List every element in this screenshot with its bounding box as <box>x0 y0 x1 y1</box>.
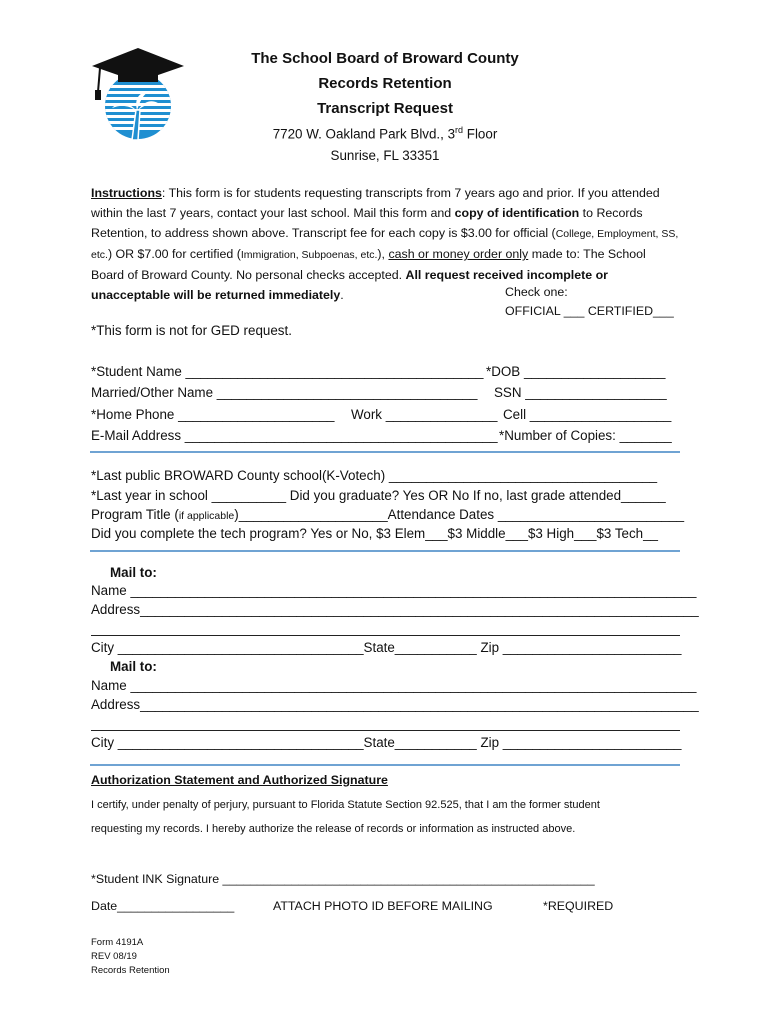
home-phone-field[interactable]: *Home Phone _____________________ <box>91 407 335 422</box>
instructions-official-uses: College, Employment, SS, etc. <box>91 228 679 261</box>
number-of-copies-field[interactable]: *Number of Copies: _______ <box>499 428 672 443</box>
revision: REV 08/19 <box>91 951 137 962</box>
address-line-2: Sunrise, FL 33351 <box>330 148 440 163</box>
ged-note: *This form is not for GED request. <box>91 323 292 338</box>
form-title: Transcript Request <box>317 100 453 117</box>
married-name-field[interactable]: Married/Other Name ___________________________________ <box>91 385 478 400</box>
mail-address-field-2[interactable]: Address___________________________________________________________________________ <box>91 697 699 712</box>
address-superscript: rd <box>455 125 464 135</box>
authorization-line-1: I certify, under penalty of perjury, pursuant to Florida Statute Section 92.525, that I am the former student <box>91 799 600 811</box>
mail-address-line-2[interactable] <box>91 635 680 636</box>
instructions-label: Instructions <box>91 186 162 200</box>
mail-name-field-2[interactable]: Name ____________________________________________________________________________ <box>91 678 697 693</box>
instructions-text: ), <box>377 247 389 261</box>
photo-id-note: ATTACH PHOTO ID BEFORE MAILING <box>273 899 493 913</box>
email-field[interactable]: E-Mail Address __________________________________________ <box>91 428 498 443</box>
instructions-text: : This form is for students requesting transcripts from 7 years ago and prior. If you attended within the last 7 years, contact your last school. Mail this form and <box>91 186 660 220</box>
address-floor: Floor <box>463 126 498 142</box>
program-title-label: Program Title ( <box>91 507 179 522</box>
required-note: *REQUIRED <box>543 899 614 913</box>
dob-field[interactable]: *DOB ___________________ <box>486 364 666 379</box>
last-school-field[interactable]: *Last public BROWARD County school(K-Votech) ____________________________________ <box>91 468 658 483</box>
ssn-field[interactable]: SSN ___________________ <box>494 385 667 400</box>
mail-name-field[interactable]: Name ____________________________________________________________________________ <box>91 583 697 598</box>
program-title-hint: if applicable <box>178 510 235 522</box>
cell-phone-field[interactable]: Cell ___________________ <box>503 407 672 422</box>
section-divider <box>90 764 680 766</box>
form-number: Form 4191A <box>91 937 144 948</box>
instructions-warning: All request received incomplete or unacceptable will be returned immediately <box>91 268 608 302</box>
tech-program-field[interactable]: Did you complete the tech program? Yes or No, $3 Elem___$3 Middle___$3 High___$3 Tech__ <box>91 526 658 541</box>
mail-address-line-2b[interactable] <box>91 730 680 731</box>
mail-city-state-zip-field[interactable]: City _________________________________State___________ Zip ________________________ <box>91 640 682 655</box>
instructions-text: to Records Retention, to address shown above. Transcript fee for each copy is $3.00 for official ( <box>91 206 643 240</box>
address-street: 7720 W. Oakland Park Blvd., 3 <box>272 126 456 142</box>
department: Records Retention <box>91 965 170 976</box>
mail-address-field[interactable]: Address___________________________________________________________________________ <box>91 602 699 617</box>
instructions-certified-uses: Immigration, Subpoenas, etc. <box>240 249 378 261</box>
instructions-text: ) OR $7.00 for certified ( <box>107 247 241 261</box>
instructions-payment: cash or money order only <box>388 247 529 261</box>
last-year-field[interactable]: *Last year in school __________ Did you graduate? Yes OR No If no, last grade attended______ <box>91 488 666 503</box>
authorization-line-2: requesting my records. I hereby authorize the release of records or information as instructed above. <box>91 823 576 835</box>
authorization-heading: Authorization Statement and Authorized Signature <box>91 773 388 787</box>
work-phone-field[interactable]: Work _______________ <box>351 407 498 422</box>
mail-to-label: Mail to: <box>110 565 157 580</box>
section-divider <box>90 550 680 552</box>
section-divider <box>90 451 680 453</box>
official-certified-choice[interactable]: OFFICIAL ___ CERTIFIED___ <box>505 304 674 318</box>
header-subtitle: Records Retention <box>318 75 452 92</box>
attendance-dates-field: )____________________Attendance Dates _________________________ <box>234 507 685 522</box>
student-name-field[interactable]: *Student Name ________________________________________ <box>91 364 484 379</box>
instructions-id-note: copy of identification <box>454 206 580 220</box>
date-field[interactable]: Date_________________ <box>91 899 235 913</box>
check-one-label: Check one: <box>505 285 568 299</box>
mail-city-state-zip-field-2[interactable]: City _________________________________State___________ Zip ________________________ <box>91 735 682 750</box>
signature-field[interactable]: *Student INK Signature ______________________________________________________ <box>91 872 595 886</box>
instructions-text: . <box>340 288 344 302</box>
program-title-field[interactable] <box>91 507 684 522</box>
instructions-paragraph <box>91 183 681 305</box>
instructions-text: made to: The School Board of Broward County. No personal checks accepted. <box>91 247 646 282</box>
address-line-1 <box>0 125 770 141</box>
mail-to-label-2: Mail to: <box>110 659 157 674</box>
header-title: The School Board of Broward County <box>251 50 519 67</box>
